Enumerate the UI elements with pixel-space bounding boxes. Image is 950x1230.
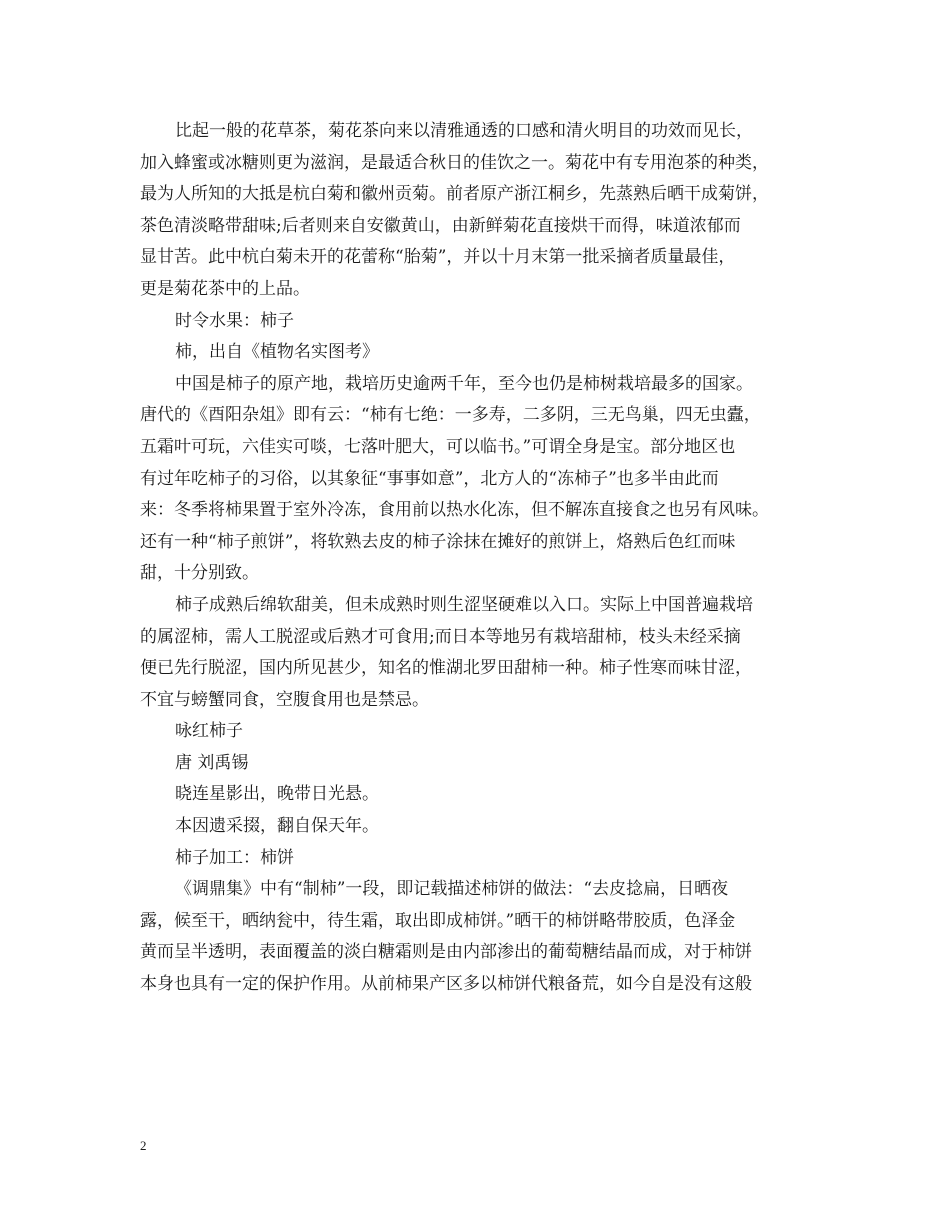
text-line: 咏红柿子 xyxy=(175,721,243,742)
text-line: 最为人所知的大抵是杭白菊和徽州贡菊。前者原产浙江桐乡，先蒸熟后晒干成菊饼， xyxy=(140,184,769,205)
document-body xyxy=(140,116,820,1001)
text-line: 有过年吃柿子的习俗，以其象征“事事如意”，北方人的“冻柿子”也多半由此而 xyxy=(140,468,719,489)
text-line: 唐代的《酉阳杂俎》即有云：“柿有七绝：一多寿，二多阴，三无鸟巢，四无虫蠹， xyxy=(140,405,761,426)
text-line: 更是菊花茶中的上品。 xyxy=(140,278,310,299)
text-line: 露，候至干，晒纳瓮中，待生霜，取出即成柿饼。”晒干的柿饼略带胶质，色泽金 xyxy=(140,910,736,931)
text-line: 柿子成熟后绵软甜美，但未成熟时则生涩坚硬难以入口。实际上中国普遍栽培 xyxy=(175,594,753,615)
text-line: 便已先行脱涩，国内所见甚少，知名的惟湖北罗田甜柿一种。柿子性寒而味甘涩， xyxy=(140,658,752,679)
text-line: 《调鼎集》中有“制柿”一段，即记载描述柿饼的做法：“去皮捻扁，日晒夜 xyxy=(175,879,729,900)
text-line: 来：冬季将柿果置于室外冷冻，食用前以热水化冻，但不解冻直接食之也另有风味。 xyxy=(140,500,769,521)
text-line: 五霜叶可玩，六佳实可啖，七落叶肥大，可以临书。”可谓全身是宝。部分地区也 xyxy=(140,436,736,457)
text-line: 唐 刘禹锡 xyxy=(175,752,249,773)
text-line: 柿，出自《植物名实图考》 xyxy=(175,342,379,363)
text-line: 晓连星影出，晚带日光悬。 xyxy=(175,784,379,805)
text-line: 本因遗采掇，翻自保天年。 xyxy=(175,816,379,837)
text-line: 加入蜂蜜或冰糖则更为滋润，是最适合秋日的佳饮之一。菊花中有专用泡茶的种类， xyxy=(140,152,769,173)
text-line: 茶色清淡略带甜味;后者则来自安徽黄山，由新鲜菊花直接烘干而得，味道浓郁而 xyxy=(140,215,741,236)
text-line: 时令水果：柿子 xyxy=(175,310,294,331)
page-number: 2 xyxy=(140,1138,147,1153)
text-line: 中国是柿子的原产地，栽培历史逾两千年，至今也仍是柿树栽培最多的国家。 xyxy=(175,373,753,394)
text-line: 不宜与螃蟹同食，空腹食用也是禁忌。 xyxy=(140,689,429,710)
text-line: 比起一般的花草茶，菊花茶向来以清雅通透的口感和清火明目的功效而见长， xyxy=(175,121,753,141)
text-line: 还有一种“柿子煎饼”，将软熟去皮的柿子涂抹在摊好的煎饼上，烙熟后色红而味 xyxy=(140,531,736,552)
text-line: 黄而呈半透明，表面覆盖的淡白糖霜则是由内部渗出的葡萄糖结晶而成，对于柿饼 xyxy=(140,942,752,963)
text-line: 的属涩柿，需人工脱涩或后熟才可食用;而日本等地另有栽培甜柿，枝头未经采摘 xyxy=(140,626,741,647)
text-line: 显甘苦。此中杭白菊未开的花蕾称“胎菊”，并以十月末第一批采摘者质量最佳， xyxy=(140,247,736,268)
text-line: 甜，十分别致。 xyxy=(140,563,259,584)
text-line: 本身也具有一定的保护作用。从前柿果产区多以柿饼代粮备荒，如今自是没有这般 xyxy=(140,974,752,995)
text-line: 柿子加工：柿饼 xyxy=(175,847,294,868)
